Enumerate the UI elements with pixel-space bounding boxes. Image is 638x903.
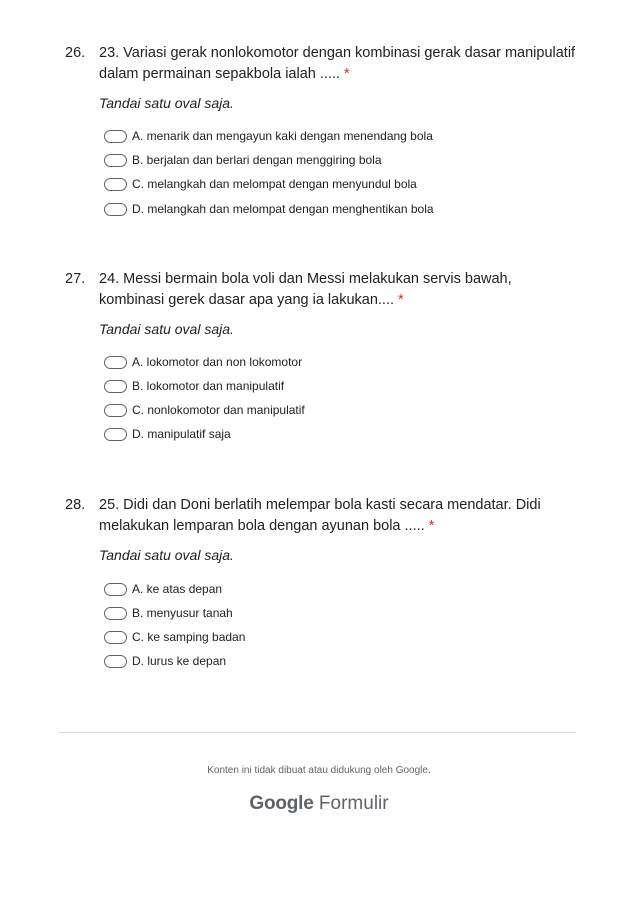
option-c[interactable] bbox=[104, 174, 417, 194]
question-text bbox=[99, 43, 579, 85]
radio-oval[interactable] bbox=[104, 404, 127, 417]
required-marker: * bbox=[428, 518, 435, 534]
option-label: A. lokomotor dan non lokomotor bbox=[132, 355, 303, 369]
option-b[interactable] bbox=[104, 603, 233, 623]
option-label: A. menarik dan mengayun kaki dengan menendang bola bbox=[132, 129, 433, 143]
option-a[interactable] bbox=[104, 352, 302, 372]
google-forms-logo bbox=[0, 793, 638, 815]
option-label: C. ke samping badan bbox=[132, 630, 246, 644]
radio-oval[interactable] bbox=[104, 178, 127, 191]
question-text bbox=[99, 495, 579, 537]
radio-oval[interactable] bbox=[104, 607, 127, 620]
question-number: 28. bbox=[65, 497, 86, 513]
option-c[interactable] bbox=[104, 400, 305, 420]
option-label: A. ke atas depan bbox=[132, 582, 223, 596]
radio-oval[interactable] bbox=[104, 356, 127, 369]
option-label: C. melangkah dan melompat dengan menyundul bola bbox=[132, 177, 417, 191]
question-text-content: 25. Didi dan Doni berlatih melempar bola kasti secara mendatar. Didi melakukan lemparan bola dengan ayunan bola ..... bbox=[99, 497, 541, 534]
option-label: D. manipulatif saja bbox=[132, 427, 231, 441]
option-label: B. berjalan dan berlari dengan menggiring bola bbox=[132, 153, 382, 167]
option-b[interactable] bbox=[104, 150, 382, 170]
logo-google-word: Google bbox=[249, 793, 314, 814]
option-label: D. lurus ke depan bbox=[132, 654, 227, 668]
option-c[interactable] bbox=[104, 627, 245, 647]
option-label: D. melangkah dan melompat dengan menghentikan bola bbox=[132, 202, 434, 216]
question-hint: Tandai satu oval saja. bbox=[99, 95, 234, 111]
option-a[interactable] bbox=[104, 126, 433, 146]
radio-oval[interactable] bbox=[104, 130, 127, 143]
radio-oval[interactable] bbox=[104, 380, 127, 393]
option-label: B. menyusur tanah bbox=[132, 606, 233, 620]
radio-oval[interactable] bbox=[104, 583, 127, 596]
footer-disclaimer: Konten ini tidak dibuat atau didukung oleh Google. bbox=[207, 765, 431, 776]
option-label: C. nonlokomotor dan manipulatif bbox=[132, 403, 305, 417]
option-d[interactable] bbox=[104, 424, 231, 444]
question-hint: Tandai satu oval saja. bbox=[99, 547, 234, 563]
option-d[interactable] bbox=[104, 651, 226, 671]
radio-oval[interactable] bbox=[104, 203, 127, 216]
option-label: B. lokomotor dan manipulatif bbox=[132, 379, 285, 393]
radio-oval[interactable] bbox=[104, 631, 127, 644]
question-number: 26. bbox=[65, 45, 86, 61]
required-marker: * bbox=[344, 66, 350, 82]
option-a[interactable] bbox=[104, 579, 222, 599]
question-text-content: 23. Variasi gerak nonlokomotor dengan kombinasi gerak dasar manipulatif dalam permainan sepakbola ialah ..... bbox=[99, 45, 576, 82]
radio-oval[interactable] bbox=[104, 428, 127, 441]
radio-oval[interactable] bbox=[104, 655, 127, 668]
question-number: 27. bbox=[65, 271, 86, 287]
option-d[interactable] bbox=[104, 199, 434, 219]
footer-divider bbox=[58, 732, 576, 733]
option-b[interactable] bbox=[104, 376, 284, 396]
logo-product-word: Formulir bbox=[318, 793, 389, 814]
required-marker: * bbox=[398, 292, 404, 308]
question-text bbox=[99, 269, 579, 311]
question-text-content: 24. Messi bermain bola voli dan Messi melakukan servis bawah, kombinasi gerek dasar apa yang ia lakukan.... bbox=[99, 271, 512, 308]
question-hint: Tandai satu oval saja. bbox=[99, 321, 234, 337]
radio-oval[interactable] bbox=[104, 154, 127, 167]
